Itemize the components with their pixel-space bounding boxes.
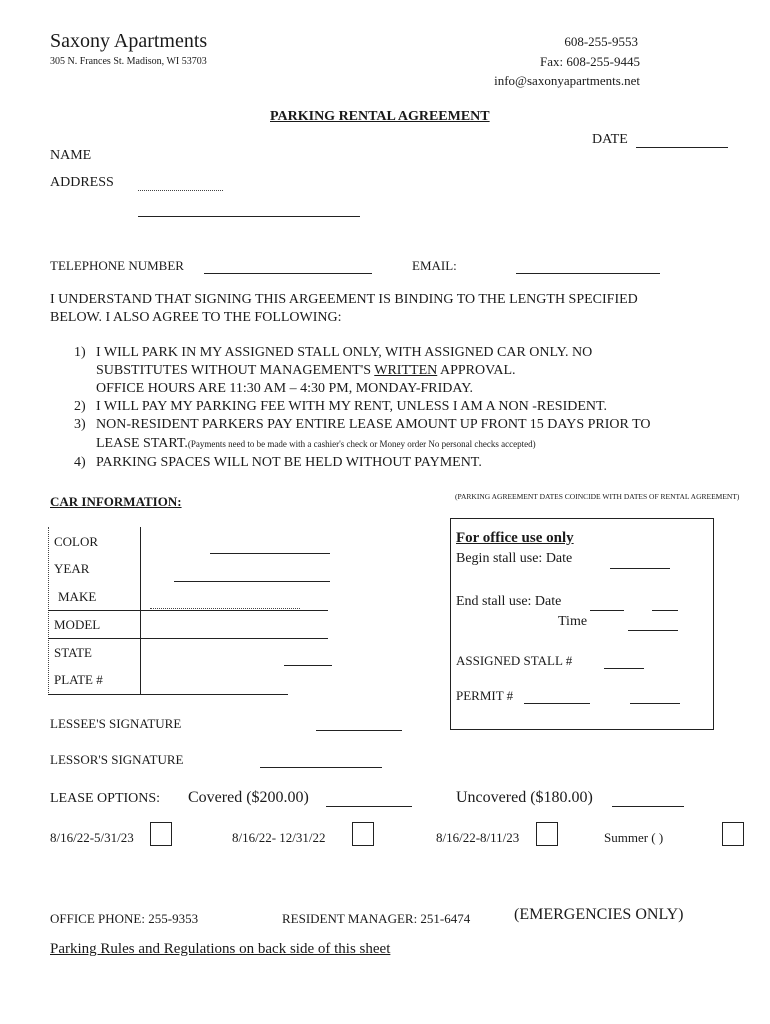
- car-make-label: MAKE: [58, 589, 97, 604]
- statement-line-2: BELOW. I ALSO AGREE TO THE FOLLOWING:: [50, 310, 342, 325]
- permit-field[interactable]: [524, 703, 590, 704]
- email-field[interactable]: [516, 273, 660, 274]
- name-label: NAME: [50, 148, 92, 163]
- company-address: 305 N. Frances St. Madison, WI 53703: [50, 56, 207, 67]
- lease-option-3-label: 8/16/22-8/11/23: [436, 830, 520, 845]
- covered-option-field[interactable]: [326, 806, 412, 807]
- lessor-signature-field[interactable]: [260, 767, 382, 768]
- car-year-label: YEAR: [54, 561, 90, 576]
- company-name: Saxony Apartments: [50, 30, 208, 52]
- rule-1-line-2: SUBSTITUTES WITHOUT MANAGEMENT'S WRITTEN APPROVAL.: [96, 363, 516, 378]
- lessee-signature-label: LESSEE'S SIGNATURE: [50, 716, 182, 731]
- telephone-field[interactable]: [204, 273, 372, 274]
- resident-manager: RESIDENT MANAGER: 251-6474: [282, 911, 471, 926]
- car-year-field[interactable]: [174, 581, 330, 582]
- car-state-label: STATE: [54, 645, 92, 660]
- date-label: DATE: [592, 132, 628, 147]
- begin-stall-date-field[interactable]: [610, 568, 670, 569]
- lease-options-label: LEASE OPTIONS:: [50, 791, 161, 806]
- emergencies-note: (EMERGENCIES ONLY): [514, 906, 684, 923]
- begin-stall-label: Begin stall use: Date: [456, 551, 573, 566]
- rule-3-note: (Payments need to be made with a cashier's check or Money order No personal checks accepted): [187, 439, 536, 449]
- end-stall-date-field-2[interactable]: [652, 610, 678, 611]
- car-table-rule-2: [48, 638, 328, 639]
- car-make-field[interactable]: [150, 608, 300, 609]
- rule-1-line-1: I WILL PARK IN MY ASSIGNED STALL ONLY, WITH ASSIGNED CAR ONLY. NO: [96, 345, 593, 360]
- office-use-heading: For office use only: [456, 530, 574, 546]
- address-label: ADDRESS: [50, 175, 114, 190]
- company-fax: Fax: 608-255-9445: [539, 54, 640, 69]
- rule-2-text: I WILL PAY MY PARKING FEE WITH MY RENT, UNLESS I AM A NON -RESIDENT.: [96, 399, 608, 414]
- car-information-heading: CAR INFORMATION:: [50, 494, 182, 509]
- lease-option-2-label: 8/16/22- 12/31/22: [232, 830, 326, 845]
- rule-3-line-1: NON-RESIDENT PARKERS PAY ENTIRE LEASE AMOUNT UP FRONT 15 DAYS PRIOR TO: [96, 417, 651, 432]
- lease-option-4-checkbox[interactable]: [722, 822, 744, 846]
- rule-4-text: PARKING SPACES WILL NOT BE HELD WITHOUT PAYMENT.: [96, 455, 482, 470]
- rule-3-line-2: LEASE START.(Payments need to be made with a cashier's check or Money order No personal checks accepted): [96, 436, 536, 451]
- statement-line-1: I UNDERSTAND THAT SIGNING THIS ARGEEMENT IS BINDING TO THE LENGTH SPECIFIED: [50, 292, 638, 307]
- lease-option-2-checkbox[interactable]: [352, 822, 374, 846]
- car-plate-label: PLATE #: [54, 672, 103, 687]
- lease-option-1-checkbox[interactable]: [150, 822, 172, 846]
- date-field[interactable]: [636, 147, 728, 148]
- company-email: info@saxonyapartments.net: [494, 73, 640, 88]
- covered-option-label: Covered ($200.00): [188, 789, 309, 806]
- lessee-signature-field[interactable]: [316, 730, 402, 731]
- page-title: PARKING RENTAL AGREEMENT: [270, 109, 490, 124]
- parking-rules-link[interactable]: Parking Rules and Regulations on back side of this sheet: [50, 941, 391, 957]
- rule-2-number: 2): [74, 399, 86, 414]
- rule-3-number: 3): [74, 417, 86, 432]
- address-field-line-2[interactable]: [138, 216, 360, 217]
- end-stall-time-field[interactable]: [628, 630, 678, 631]
- lease-option-3-checkbox[interactable]: [536, 822, 558, 846]
- office-phone: OFFICE PHONE: 255-9353: [50, 911, 199, 926]
- car-state-field[interactable]: [284, 665, 332, 666]
- end-stall-time-label: Time: [558, 614, 588, 629]
- car-color-label: COLOR: [54, 534, 99, 549]
- lease-option-1-label: 8/16/22-5/31/23: [50, 830, 134, 845]
- end-stall-date-field[interactable]: [590, 610, 624, 611]
- uncovered-option-label: Uncovered ($180.00): [456, 789, 593, 806]
- car-table-left-border: [48, 527, 49, 695]
- car-table-rule-1: [48, 610, 328, 611]
- email-label: EMAIL:: [412, 258, 457, 273]
- uncovered-option-field[interactable]: [612, 806, 684, 807]
- car-model-label: MODEL: [54, 617, 101, 632]
- assigned-stall-field[interactable]: [604, 668, 644, 669]
- end-stall-label: End stall use: Date: [456, 594, 562, 609]
- assigned-stall-label: ASSIGNED STALL #: [456, 653, 573, 668]
- permit-field-2[interactable]: [630, 703, 680, 704]
- company-phone: 608-255-9553: [564, 34, 638, 49]
- car-information-note: (PARKING AGREEMENT DATES COINCIDE WITH DATES OF RENTAL AGREEMENT): [455, 492, 740, 501]
- rule-4-number: 4): [74, 455, 86, 470]
- telephone-label: TELEPHONE NUMBER: [50, 258, 184, 273]
- address-field-line-1[interactable]: [138, 190, 223, 191]
- car-color-field[interactable]: [210, 553, 330, 554]
- rule-1-line-3: OFFICE HOURS ARE 11:30 AM – 4:30 PM, MONDAY-FRIDAY.: [96, 381, 474, 396]
- car-table-rule-3: [48, 694, 288, 695]
- lease-option-4-label: Summer ( ): [604, 830, 664, 845]
- car-table-divider: [140, 527, 141, 695]
- permit-label: PERMIT #: [456, 688, 514, 703]
- lessor-signature-label: LESSOR'S SIGNATURE: [50, 752, 184, 767]
- rule-1-number: 1): [74, 345, 86, 360]
